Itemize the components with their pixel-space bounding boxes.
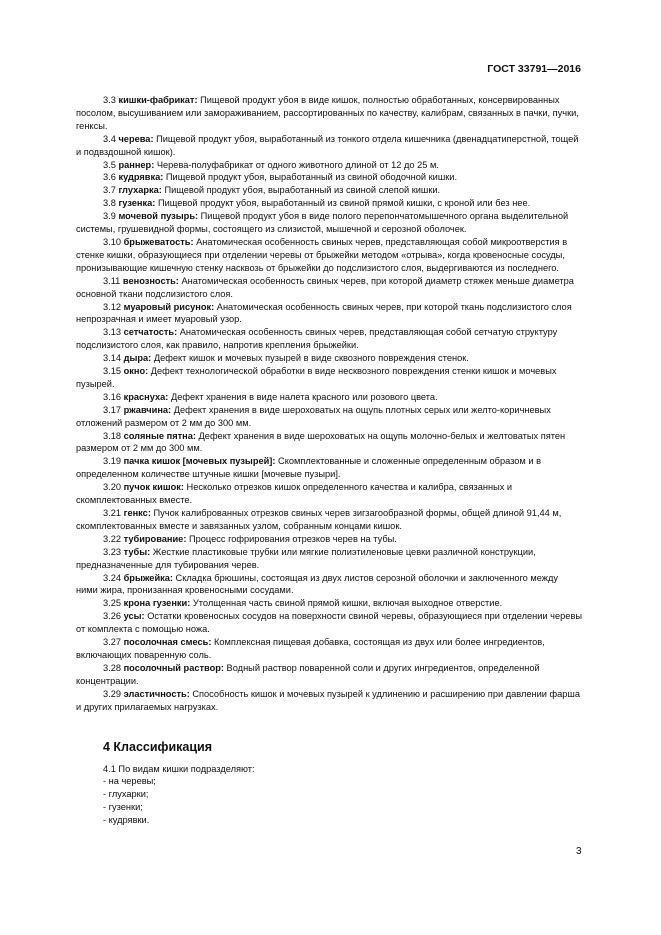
definition-number: 3.13 (103, 327, 122, 338)
list-item: - кудрявки. (103, 815, 150, 826)
definition-text: Анатомическая особенность свиных черев, при которой ткань подслизистого слоя непрозрачная и имеет муаровый узор. (76, 301, 572, 325)
definition-term: посолочная смесь: (123, 637, 212, 648)
definition-number: 3.15 (103, 366, 122, 377)
definition-item (76, 533, 582, 546)
definition-term: краснуха: (123, 391, 169, 402)
definition-term: кудрявка: (118, 172, 164, 183)
definition-number: 3.16 (103, 391, 122, 402)
definition-term: черева: (118, 133, 154, 144)
definition-number: 3.23 (103, 546, 122, 557)
definition-number: 3.11 (103, 275, 121, 286)
definition-text: Пищевой продукт убоя, выработанный из свиной слепой кишки. (161, 185, 441, 196)
definitions-list (76, 94, 582, 714)
definition-term: глухарка: (118, 185, 162, 196)
definition-item (76, 507, 582, 533)
definition-item (76, 275, 582, 301)
definition-number: 3.21 (103, 508, 122, 518)
definition-item (76, 572, 582, 598)
definition-term: муаровый рисунок: (123, 301, 215, 312)
definition-number: 3.3 (103, 95, 116, 105)
definition-item (76, 352, 582, 365)
definition-term: тубы: (123, 546, 151, 557)
definition-number: 3.24 (103, 572, 122, 583)
definition-item (76, 455, 582, 481)
definition-item (76, 662, 582, 688)
definition-text: Остатки кровеносных сосудов на поверхности свиной черевы, образующиеся при отделении черевы от комплекта с помощью ножа. (76, 611, 583, 635)
definition-number: 3.6 (103, 172, 116, 183)
definition-number: 3.28 (103, 662, 122, 673)
section-title: 4 Классификация (103, 739, 213, 754)
definition-text: Водный раствор поваренной соли и других ингредиентов, определенной концентрации. (76, 662, 540, 686)
definition-term: усы: (123, 611, 145, 622)
document-code: ГОСТ 33791—2016 (487, 63, 581, 75)
definition-item (76, 404, 582, 430)
definition-item (76, 236, 582, 275)
definition-text: Дефект кишок и мочевых пузырей в виде сквозного повреждения стенок. (151, 353, 469, 364)
definition-number: 3.8 (103, 198, 116, 209)
definition-text: Черева-полуфабрикат от одного животного длиной от 12 до 25 м. (154, 159, 439, 170)
list-item: - гузенки; (103, 802, 143, 813)
definition-number: 3.27 (103, 637, 122, 648)
definition-number: 3.14 (103, 353, 122, 364)
definition-item (76, 610, 582, 636)
definition-item (76, 597, 582, 610)
definition-number: 3.26 (103, 611, 122, 622)
definition-term: тубирование: (123, 533, 187, 544)
definition-text: Дефект хранения в виде налета красного или розового цвета. (168, 391, 438, 402)
definition-term: ржавчина: (123, 404, 172, 415)
definition-item (76, 133, 582, 159)
definition-number: 3.29 (103, 688, 122, 699)
definition-text: Пучок калиброванных отрезков свиных черев зигзагообразной формы, общей длиной 91,44 м, скомплектованных вместе и завязанных узлом, собранным концами кишок. (76, 508, 562, 531)
definition-item (76, 365, 582, 391)
definition-text: Анатомическая особенность свиных черев, при которой диаметр стяжек меньше диаметра основной ткани подслизистого слоя. (76, 275, 574, 299)
definition-text: Пищевой продукт убоя, выработанный из тонкого отдела кишечника (двенадцатиперстной, тощей и подвздошной кишок). (76, 133, 579, 157)
definition-number: 3.22 (103, 533, 122, 544)
definition-term: соляные пятна: (123, 430, 196, 441)
definition-number: 3.20 (103, 482, 122, 493)
definition-number: 3.9 (103, 211, 116, 222)
definition-number: 3.7 (103, 185, 116, 196)
document-body (76, 94, 582, 827)
definition-text: Утолщенная часть свиной прямой кишки, включая выходное отверстие. (190, 598, 503, 609)
definition-item (76, 688, 582, 714)
definition-item (76, 546, 582, 572)
definition-number: 3.12 (103, 301, 122, 312)
definition-number: 3.5 (103, 159, 116, 170)
definition-text: Дефект хранения в виде шероховатых на ощупь плотных серых или желто-коричневых отложений размером от 2 мм до 300 мм. (76, 404, 551, 428)
definition-text: Комплексная пищевая добавка, состоящая из двух или более ингредиентов, включающих поваренную соль. (76, 637, 545, 660)
definition-item (76, 197, 582, 210)
definition-text: Анатомическая особенность свиных черев, представляющая собой сетчатую структуру подслизистого слоя, как правило, напротив крепления брыжейки. (76, 327, 558, 351)
section-intro: 4.1 По видам кишки подразделяют: (103, 763, 255, 774)
definition-term: раннер: (118, 159, 155, 170)
definition-term: пучок кишок: (123, 482, 184, 493)
definition-text: Дефект хранения в виде шероховатых на ощупь молочно-белых и желтоватых пятен размером от 2 мм до 300 мм. (76, 430, 566, 454)
definition-item (76, 636, 582, 662)
definition-term: окно: (123, 366, 149, 377)
definition-term: крона гузенки: (123, 598, 191, 609)
list-item: - глухарки; (103, 789, 149, 800)
list-item: - на черевы; (103, 776, 156, 787)
definition-text: Дефект технологической обработки в виде несквозного повреждения стенки кишок и мочевых пузырей. (76, 366, 557, 389)
definition-term: кишки-фабрикат: (118, 95, 198, 105)
definition-item (76, 481, 582, 507)
definition-term: гузенка: (118, 198, 156, 209)
definition-item (76, 391, 582, 404)
definition-term: мочевой пузырь: (118, 211, 199, 222)
definition-term: брыжейка: (123, 572, 173, 583)
definition-item (76, 210, 582, 236)
definition-term: пачка кишок [мочевых пузырей]: (123, 456, 276, 467)
definition-item (76, 184, 582, 197)
definition-text: Складка брюшины, состоящая из двух листов серозной оболочки и заключенного между ними жира, пронизанная кровеносными сосудами. (76, 572, 558, 596)
definition-term: сетчатость: (123, 327, 178, 338)
definition-term: брыжеватость: (123, 236, 194, 247)
definition-text: Жесткие пластиковые трубки или мягкие полиэтиленовые цевки различной конструкции, предназначенные для тубирования черев. (76, 546, 536, 570)
definition-number: 3.25 (103, 598, 122, 609)
definition-term: посолочный раствор: (123, 662, 224, 673)
definition-number: 3.10 (103, 236, 122, 247)
definition-number: 3.19 (103, 456, 122, 467)
page-number: 3 (576, 846, 582, 857)
definition-text: Пищевой продукт убоя, выработанный из свиной прямой кишки, с кроной или без нее. (155, 198, 531, 209)
definition-text: Анатомическая особенность свиных черев, представляющая собой микроотверстия в стенке кишки, образующиеся при отделении черевы от брыжейки методом «отрыва», когда кровеносные сосуды, пронизывающие кишечную стенку насквозь от брыжейки до подслизистого слоя, выдергиваются из последнего. (76, 236, 568, 273)
definition-text: Пищевой продукт убоя, выработанный из свиной ободочной кишки. (163, 172, 458, 183)
definition-text: Процесс гофрирования отрезков черев на тубы. (186, 533, 397, 544)
definition-number: 3.18 (103, 430, 122, 441)
definition-number: 3.4 (103, 133, 116, 144)
definition-text: Пищевой продукт убоя в виде полого перепончатомышечного органа выделительной системы, грушевидной формы, состоящего из слизистой, мышечной и серозной оболочек. (76, 211, 569, 235)
definition-item (76, 94, 582, 133)
definition-number: 3.17 (103, 404, 122, 415)
definition-text: Способность кишок и мочевых пузырей к удлинению и расширению при давлении фарша и других прилагаемых нагрузках. (76, 688, 580, 712)
definition-item (76, 159, 582, 172)
definition-term: генкс: (123, 508, 151, 518)
definition-item (76, 326, 582, 352)
definition-item (76, 171, 582, 184)
definition-term: венозность: (122, 275, 179, 286)
definition-item (76, 430, 582, 456)
definition-text: Скомплектованные и сложенные определенным образом и в определенном количестве штучные кишки [мочевые пузыри]. (76, 456, 542, 480)
definition-term: дыра: (123, 353, 152, 364)
definition-text: Несколько отрезков кишок определенного качества и калибра, связанных и скомплектованных вместе. (76, 482, 513, 506)
definition-text: Пищевой продукт убоя в виде кишок, полностью обработанных, консервированных посолом, высушиванием или замораживанием, рассортированных по качеству, калибрам, связанных в пачки, пучки, генксы. (76, 95, 579, 131)
definition-term: эластичность: (123, 688, 190, 699)
definition-item (76, 301, 582, 327)
